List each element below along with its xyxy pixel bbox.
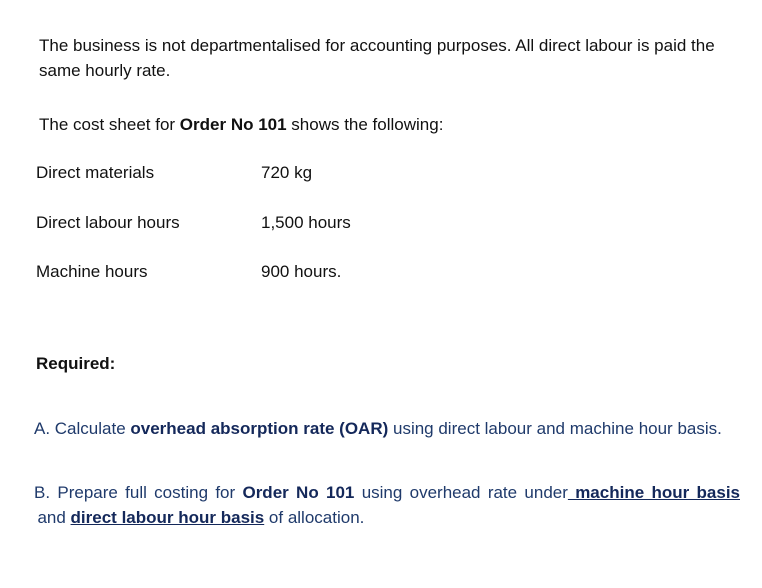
required-heading: Required: bbox=[36, 354, 116, 373]
question-b-suffix: of allocation. bbox=[264, 508, 365, 527]
cost-value: 900 hours. bbox=[261, 262, 342, 281]
question-a-suffix: using direct labour and machine hour basis. bbox=[388, 419, 722, 438]
question-b-order: Order No 101 bbox=[242, 483, 355, 502]
cost-sheet-intro-suffix: shows the following: bbox=[286, 115, 444, 134]
order-number: Order No 101 bbox=[179, 115, 287, 134]
question-b-machine-hour-basis: machine hour basis bbox=[567, 483, 740, 502]
question-b-middle: using overhead rate under bbox=[354, 483, 568, 502]
cost-label: Machine hours bbox=[36, 262, 148, 281]
intro-paragraph: The business is not departmentalised for accounting purposes. All direct labour is paid the same hourly rate. bbox=[39, 36, 715, 80]
question-a bbox=[28, 416, 740, 441]
cost-value: 1,500 hours bbox=[261, 213, 351, 232]
cost-sheet-intro bbox=[39, 112, 739, 137]
question-b-labour-hour-basis: direct labour hour basis bbox=[70, 508, 265, 527]
cost-label: Direct materials bbox=[36, 163, 155, 182]
cost-label: Direct labour hours bbox=[36, 213, 180, 232]
cost-value: 720 kg bbox=[261, 163, 313, 182]
question-a-prefix: A. Calculate bbox=[34, 419, 131, 438]
question-a-bold: overhead absorption rate (OAR) bbox=[130, 419, 389, 438]
question-b bbox=[28, 480, 740, 530]
question-b-prefix: B. Prepare full costing for bbox=[34, 483, 243, 502]
cost-sheet-intro-prefix: The cost sheet for bbox=[39, 115, 180, 134]
question-b-connector: and bbox=[28, 508, 71, 527]
